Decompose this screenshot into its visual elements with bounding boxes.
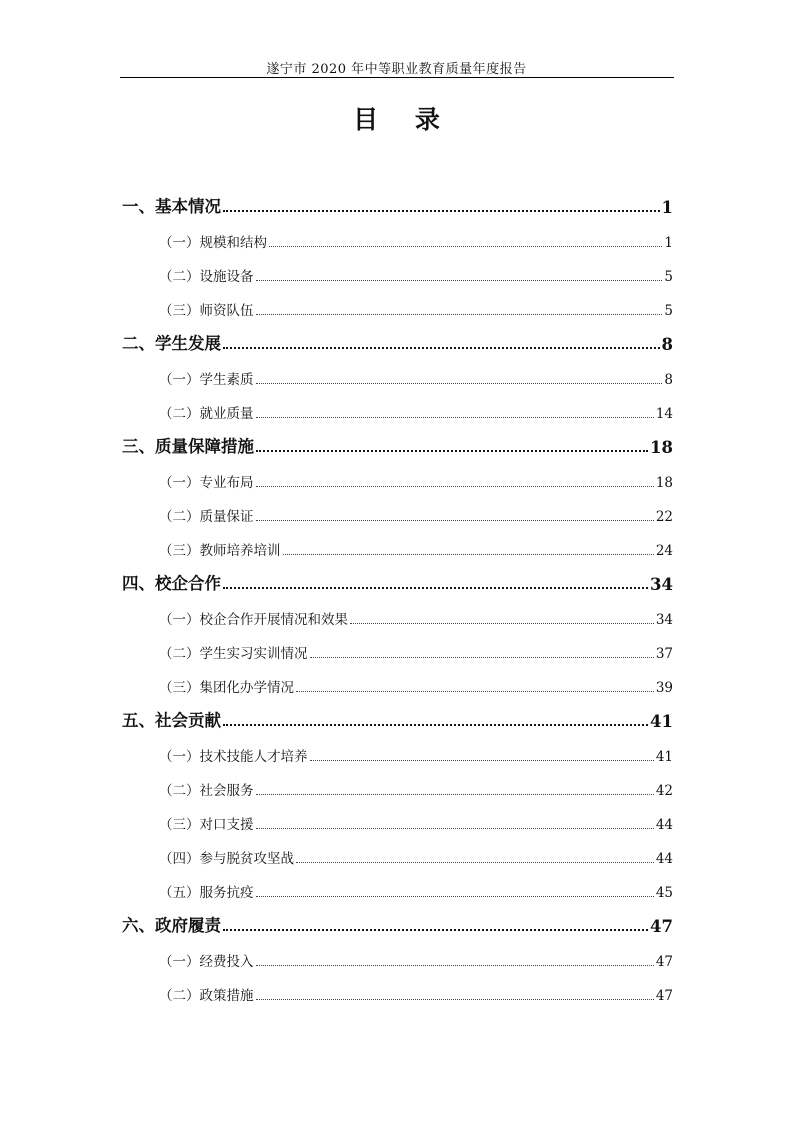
toc-subsection-entry[interactable]	[122, 974, 673, 1008]
toc-subsection-label: （五）服务抗疫	[159, 885, 254, 901]
toc-subsection-entry[interactable]	[122, 461, 673, 495]
toc-subsection-label: （三）集团化办学情况	[159, 680, 294, 696]
toc-section-entry[interactable]	[122, 186, 673, 221]
dot-leader	[283, 554, 654, 555]
toc-subsection-page-number: 8	[664, 372, 673, 388]
dot-leader	[310, 760, 654, 761]
toc-subsection-label: （二）设施设备	[159, 269, 254, 285]
dot-leader	[256, 520, 654, 521]
toc-subsection-page-number: 47	[655, 954, 673, 970]
toc-section-label: 二、学生发展	[122, 334, 221, 353]
toc-subsection-entry[interactable]	[122, 598, 673, 632]
toc-subsection-entry[interactable]	[122, 495, 673, 529]
toc-subsection-page-number: 18	[655, 475, 673, 491]
toc-section-label: 四、校企合作	[122, 574, 221, 593]
toc-subsection-page-number: 47	[655, 988, 673, 1004]
toc-section-page-number: 18	[650, 438, 673, 457]
toc-subsection-page-number: 5	[664, 303, 673, 319]
toc-subsection-label: （二）政策措施	[159, 988, 254, 1004]
toc-section-entry[interactable]	[122, 905, 673, 940]
toc-subsection-page-number: 45	[655, 885, 673, 901]
toc-title: 目 录	[353, 105, 454, 134]
dot-leader	[256, 965, 654, 966]
toc-subsection-entry[interactable]	[122, 837, 673, 871]
toc-subsection-page-number: 34	[655, 612, 673, 628]
toc-subsection-label: （一）技术技能人才培养	[159, 749, 308, 765]
dot-leader	[256, 280, 663, 281]
toc-section-entry[interactable]	[122, 426, 673, 461]
toc-subsection-entry[interactable]	[122, 735, 673, 769]
toc-subsection-entry[interactable]	[122, 769, 673, 803]
running-header: 遂宁市 2020 年中等职业教育质量年度报告	[266, 62, 527, 77]
toc-subsection-entry[interactable]	[122, 255, 673, 289]
dot-leader	[256, 383, 663, 384]
toc-subsection-page-number: 14	[655, 406, 673, 422]
dot-leader	[296, 691, 654, 692]
header-rule	[120, 77, 674, 78]
toc-section-label: 五、社会贡献	[122, 711, 221, 730]
toc-section-page-number: 41	[650, 712, 673, 731]
toc-section-page-number: 1	[661, 198, 673, 217]
toc-section-page-number: 8	[661, 335, 673, 354]
toc-subsection-label: （三）教师培养培训	[159, 543, 281, 559]
toc-section-label: 一、基本情况	[122, 197, 221, 216]
toc-subsection-entry[interactable]	[122, 289, 673, 323]
toc-subsection-label: （一）规模和结构	[159, 235, 267, 251]
toc-section-entry[interactable]	[122, 563, 673, 598]
dot-leader	[223, 210, 660, 212]
toc-subsection-entry[interactable]	[122, 392, 673, 426]
dot-leader	[223, 587, 648, 589]
dot-leader	[256, 896, 654, 897]
toc-subsection-page-number: 41	[655, 749, 673, 765]
toc-subsection-entry[interactable]	[122, 940, 673, 974]
toc-subsection-label: （一）专业布局	[159, 475, 254, 491]
dot-leader	[256, 486, 654, 487]
toc-subsection-label: （二）就业质量	[159, 406, 254, 422]
toc-subsection-page-number: 24	[655, 543, 673, 559]
dot-leader	[256, 828, 654, 829]
table-of-contents	[122, 186, 673, 1008]
dot-leader	[256, 794, 654, 795]
toc-subsection-entry[interactable]	[122, 358, 673, 392]
dot-leader	[256, 450, 648, 452]
dot-leader	[256, 314, 663, 315]
toc-section-label: 六、政府履责	[122, 916, 221, 935]
dot-leader	[310, 657, 654, 658]
toc-subsection-label: （二）社会服务	[159, 783, 254, 799]
toc-subsection-page-number: 1	[664, 235, 673, 251]
toc-subsection-label: （一）校企合作开展情况和效果	[159, 612, 348, 628]
toc-subsection-entry[interactable]	[122, 871, 673, 905]
toc-subsection-page-number: 5	[664, 269, 673, 285]
toc-subsection-entry[interactable]	[122, 221, 673, 255]
toc-subsection-label: （一）经费投入	[159, 954, 254, 970]
dot-leader	[223, 724, 648, 726]
toc-section-page-number: 47	[650, 917, 673, 936]
dot-leader	[296, 862, 654, 863]
toc-subsection-entry[interactable]	[122, 632, 673, 666]
dot-leader	[256, 417, 654, 418]
toc-subsection-label: （四）参与脱贫攻坚战	[159, 851, 294, 867]
toc-subsection-page-number: 37	[655, 646, 673, 662]
toc-subsection-label: （一）学生素质	[159, 372, 254, 388]
toc-subsection-page-number: 44	[655, 851, 673, 867]
toc-subsection-entry[interactable]	[122, 529, 673, 563]
toc-subsection-page-number: 42	[655, 783, 673, 799]
dot-leader	[256, 999, 654, 1000]
toc-subsection-label: （二）质量保证	[159, 509, 254, 525]
toc-section-page-number: 34	[650, 575, 673, 594]
toc-subsection-entry[interactable]	[122, 666, 673, 700]
dot-leader	[350, 623, 654, 624]
dot-leader	[223, 929, 648, 931]
toc-section-entry[interactable]	[122, 323, 673, 358]
toc-subsection-label: （三）对口支援	[159, 817, 254, 833]
toc-subsection-label: （三）师资队伍	[159, 303, 254, 319]
toc-subsection-entry[interactable]	[122, 803, 673, 837]
toc-subsection-label: （二）学生实习实训情况	[159, 646, 308, 662]
toc-subsection-page-number: 39	[655, 680, 673, 696]
dot-leader	[223, 347, 660, 349]
dot-leader	[269, 246, 662, 247]
toc-section-label: 三、质量保障措施	[122, 437, 254, 456]
toc-subsection-page-number: 44	[655, 817, 673, 833]
toc-section-entry[interactable]	[122, 700, 673, 735]
toc-subsection-page-number: 22	[655, 509, 673, 525]
